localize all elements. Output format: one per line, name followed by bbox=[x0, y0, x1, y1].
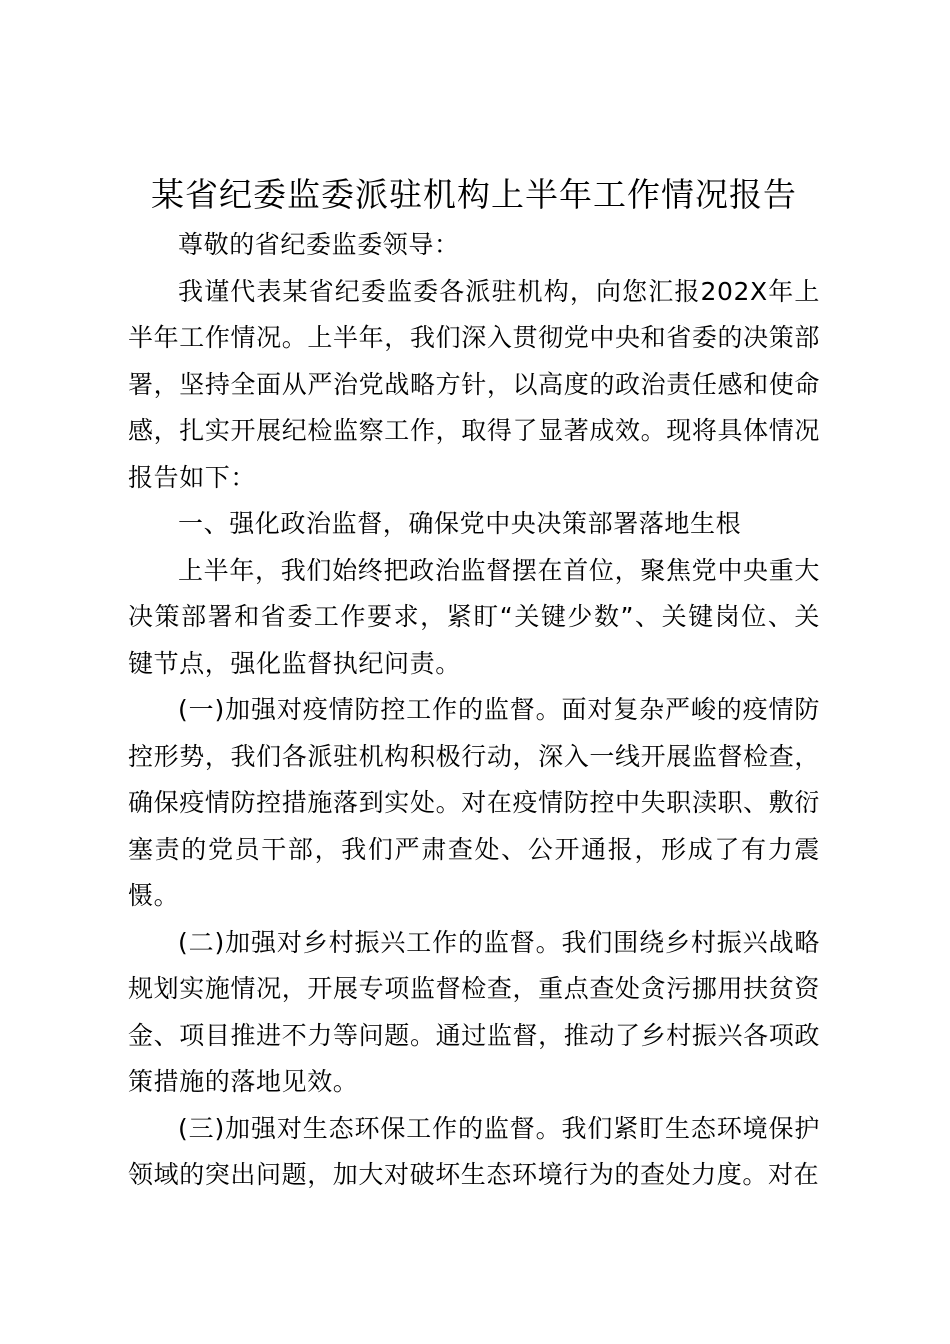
intro-paragraph: 我谨代表某省纪委监委各派驻机构，向您汇报202X年上半年工作情况。上半年，我们深入贯彻党中央和省委的决策部署，坚持全面从严治党战略方针，以高度的政治责任感和使命感，扎实开展纪检监察工作，取得了显著成效。现将具体情况报告如下： bbox=[128, 276, 820, 492]
section-1-intro-paragraph: 上半年，我们始终把政治监督摆在首位，聚焦党中央重大决策部署和省委工作要求，紧盯“关键少数”、关键岗位、关键节点，强化监督执纪问责。 bbox=[128, 555, 820, 678]
salutation: 尊敬的省纪委监委领导： bbox=[178, 230, 460, 259]
item-3-paragraph: (三)加强对生态环保工作的监督。我们紧盯生态环境保护领域的突出问题，加大对破坏生态环境行为的查处力度。对在 bbox=[128, 1113, 820, 1189]
document-body bbox=[128, 222, 820, 1199]
document-title: 某省纪委监委派驻机构上半年工作情况报告 bbox=[151, 175, 797, 214]
item-2-paragraph: (二)加强对乡村振兴工作的监督。我们围绕乡村振兴战略规划实施情况，开展专项监督检查，重点查处贪污挪用扶贫资金、项目推进不力等问题。通过监督，推动了乡村振兴各项政策措施的落地见效。 bbox=[128, 927, 820, 1096]
section-heading-1: 一、强化政治监督，确保党中央决策部署落地生根 bbox=[178, 509, 742, 538]
item-1-paragraph: (一)加强对疫情防控工作的监督。面对复杂严峻的疫情防控形势，我们各派驻机构积极行动，深入一线开展监督检查，确保疫情防控措施落到实处。对在疫情防控中失职渎职、敷衍塞责的党员干部，我们严肃查处、公开通报，形成了有力震慑。 bbox=[128, 695, 820, 910]
